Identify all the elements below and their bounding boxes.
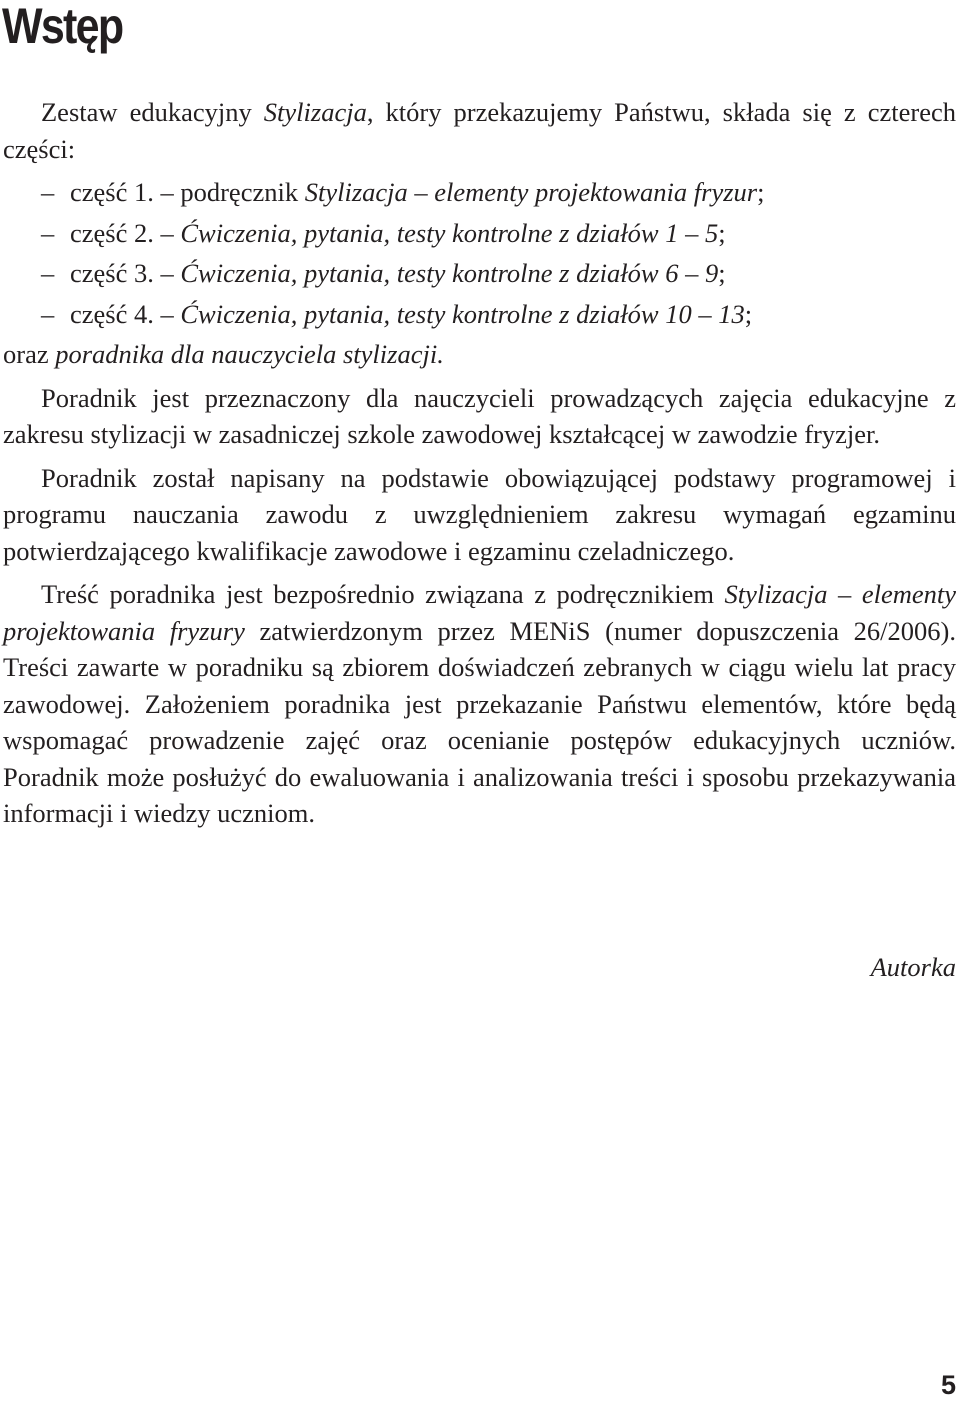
closing-line: oraz poradnika dla nauczyciela stylizacji.	[3, 339, 444, 369]
body-text	[3, 94, 956, 832]
page-heading: Wstęp	[2, 0, 123, 54]
author-signature: Autorka	[870, 952, 956, 982]
intro-title: Stylizacja	[263, 97, 367, 127]
list-dash: –	[41, 217, 55, 248]
paragraph-purpose: Poradnik jest przeznaczony dla nauczycieli prowadzących zajęcia edukacyjne z zakresu stylizacji w zasadniczej szkole zawodowej kształcącej w zawodzie fryzjer.	[3, 382, 956, 449]
page-number: 5	[940, 1370, 956, 1400]
list-item: – część 4. – Ćwiczenia, pytania, testy kontrolne z działów 10 – 13;	[3, 296, 956, 333]
list-item: – część 2. – Ćwiczenia, pytania, testy kontrolne z działów 1 – 5;	[3, 215, 956, 252]
list-item: – część 3. – Ćwiczenia, pytania, testy kontrolne z działów 6 – 9;	[3, 255, 956, 292]
parts-list	[3, 174, 956, 332]
intro-text: Zestaw edukacyjny	[41, 97, 264, 127]
paragraph-basis: Poradnik został napisany na podstawie obowiązującej podstawy programowej i programu nauczania zawodu z uwzględnieniem zakresu wymagań egzaminu potwierdzającego kwalifikacje zawodowe i egzaminu czeladniczego.	[3, 462, 956, 566]
list-item: – część 1. – podręcznik Stylizacja – elementy projektowania fryzur;	[3, 174, 956, 211]
intro-paragraph	[3, 94, 956, 167]
list-dash: –	[41, 298, 55, 329]
list-dash: –	[41, 258, 55, 288]
paragraph-content: Treść poradnika jest bezpośrednio związana z podręcznikiem Stylizacja – elementy projektowania fryzury zatwierdzonym przez MENiS (numer dopuszczenia 26/2006). Treści zawarte w poradniku są zbiorem doświadczeń zebranych w ciągu wielu lat pracy zawodowej. Założeniem poradnika jest przekazanie Państwu elementów, które będą wspomagać prowadzenie zajęć oraz ocenianie postępów edukacyjnych uczniów. Poradnik może posłużyć do ewaluowania i analizowania treści i sposobu przekazywania informacji i wiedzy uczniom.	[3, 579, 956, 828]
list-dash: –	[41, 177, 55, 207]
intro-text-end: , który przekazujemy Państwu, składa się z czterech części:	[3, 97, 956, 164]
